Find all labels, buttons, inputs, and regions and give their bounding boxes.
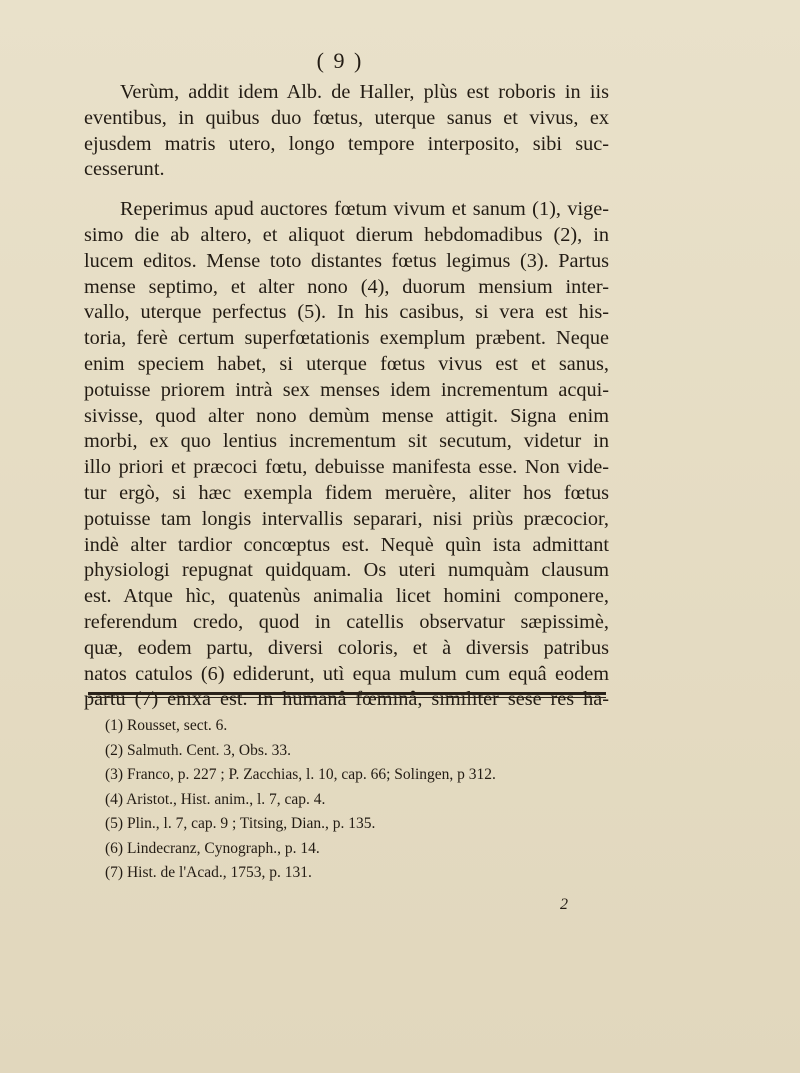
footnote-divider [88,692,606,695]
footnote-7: (7) Hist. de l'Acad., 1753, p. 131. [105,864,312,881]
text-line: Reperimus apud auctores fœtum vivum et sanum (1), vige- [120,198,609,221]
main-text [84,80,609,713]
footnote-6: (6) Lindecranz, Cynograph., p. 14. [105,839,320,857]
paragraph-1 [84,80,609,183]
text-line: partu (7) enixa est. In humanâ fœminâ, similiter sese res ha- [84,688,609,711]
text-line: eventibus, in quibus duo fœtus, uterque sanus et vivus, ex [84,106,609,129]
footnotes [105,714,625,886]
signature-mark: 2 [560,896,568,913]
footnote-5: (5) Plin., l. 7, cap. 9 ; Titsing, Dian., p. 135. [105,815,376,832]
text-line: potuisse priorem intrà sex menses idem incrementum acqui- [84,378,609,401]
text-line: cesserunt. [84,158,165,181]
text-line: quæ, eodem partu, diversi coloris, et à diversis patribus [84,636,609,659]
text-line: Verùm, addit idem Alb. de Haller, plùs est roboris in iis [120,81,609,103]
text-line: ejusdem matris utero, longo tempore interposito, sibi suc- [84,132,609,155]
text-line: natos catulos (6) ediderunt, utì equa mulum cum equâ eodem [84,662,609,685]
text-line: referendum credo, quod in catellis observatur sæpissimè, [84,610,609,633]
text-line: est. Atque hìc, quatenùs animalia licet homini componere, [84,585,609,608]
text-line: lucem editos. Mense toto distantes fœtus legimus (3). Partus [84,249,609,272]
text-line: sivisse, quod alter nono demùm mense attigit. Signa enim [84,404,609,427]
text-line: mense septimo, et alter nono (4), duorum mensium inter- [84,275,609,298]
footnote-4: (4) Aristot., Hist. anim., l. 7, cap. 4. [105,790,326,808]
page-number: ( 9 ) [316,48,364,73]
text-line: enim speciem habet, si uterque fœtus vivus est et sanus, [84,352,609,375]
text-line: physiologi repugnat quidquam. Os uteri numquàm clausum [84,559,609,582]
text-line: morbi, ex quo lentius incrementum sit secutum, videtur in [84,430,609,453]
text-line: potuisse tam longis intervallis separari, nisi priùs præcocior, [84,507,609,530]
footnote-3: (3) Franco, p. 227 ; P. Zacchias, l. 10, cap. 66; Solingen, p 312. [105,766,496,783]
paragraph-2 [84,197,609,713]
footnote-2: (2) Salmuth. Cent. 3, Obs. 33. [105,741,291,759]
text-line: illo priori et præcoci fœtu, debuisse manifesta esse. Non vide- [84,456,609,479]
text-line: indè alter tardior concœptus est. Nequè quìn ista admittant [84,533,609,556]
text-line: tur ergò, si hæc exempla fidem meruère, aliter hos fœtus [84,481,609,504]
text-line: simo die ab altero, et aliquot dierum hebdomadibus (2), in [84,223,609,246]
text-line: vallo, uterque perfectus (5). In his casibus, si vera est his- [84,301,609,324]
footnote-divider-thin [88,697,606,698]
text-line: toria, ferè certum superfœtationis exemplum præbent. Neque [84,327,609,350]
footnote-1: (1) Rousset, sect. 6. [105,717,228,734]
